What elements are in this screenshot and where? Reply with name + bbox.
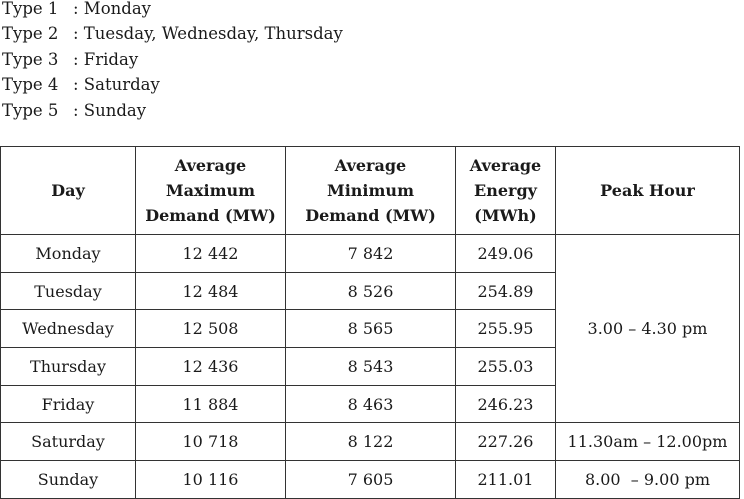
table-row	[1, 235, 740, 273]
cell-max-demand: 12 508	[136, 310, 286, 348]
type-label: Type 4	[2, 75, 59, 95]
type-entry	[2, 47, 343, 72]
cell-min-demand: 8 122	[286, 423, 456, 461]
type-entry	[2, 0, 343, 21]
cell-peak-saturday: 11.30am – 12.00pm	[556, 423, 740, 461]
cell-peak-weekday: 3.00 – 4.30 pm	[556, 235, 740, 423]
cell-energy: 249.06	[456, 235, 556, 273]
header-peak-hour: Peak Hour	[556, 147, 740, 235]
cell-energy: 227.26	[456, 423, 556, 461]
header-energy: Average Energy (MWh)	[456, 147, 556, 235]
cell-min-demand: 8 526	[286, 272, 456, 310]
type-value: : Sunday	[73, 100, 147, 120]
cell-min-demand: 7 842	[286, 235, 456, 273]
type-value: : Tuesday, Wednesday, Thursday	[73, 24, 343, 44]
cell-max-demand: 10 718	[136, 423, 286, 461]
type-entry	[2, 98, 343, 123]
type-label: Type 1	[2, 0, 59, 18]
header-max-demand: Average Maximum Demand (MW)	[136, 147, 286, 235]
type-label: Type 3	[2, 49, 59, 69]
cell-peak-sunday: 8.00 – 9.00 pm	[556, 461, 740, 499]
cell-day: Friday	[1, 385, 136, 423]
cell-energy: 255.95	[456, 310, 556, 348]
cell-min-demand: 8 543	[286, 348, 456, 386]
type-value: : Friday	[73, 49, 139, 69]
cell-day: Thursday	[1, 348, 136, 386]
cell-max-demand: 10 116	[136, 461, 286, 499]
day-type-list	[2, 0, 343, 123]
cell-day: Saturday	[1, 423, 136, 461]
cell-day: Monday	[1, 235, 136, 273]
header-day: Day	[1, 147, 136, 235]
cell-day: Sunday	[1, 461, 136, 499]
cell-min-demand: 7 605	[286, 461, 456, 499]
type-label: Type 5	[2, 100, 59, 120]
cell-max-demand: 12 484	[136, 272, 286, 310]
table-header-row	[1, 147, 740, 235]
demand-table	[0, 146, 740, 499]
cell-max-demand: 12 436	[136, 348, 286, 386]
table-row	[1, 423, 740, 461]
type-value: : Saturday	[73, 75, 160, 95]
cell-day: Wednesday	[1, 310, 136, 348]
type-label: Type 2	[2, 24, 59, 44]
cell-energy: 246.23	[456, 385, 556, 423]
cell-energy: 255.03	[456, 348, 556, 386]
type-entry	[2, 72, 343, 97]
cell-day: Tuesday	[1, 272, 136, 310]
cell-energy: 254.89	[456, 272, 556, 310]
cell-min-demand: 8 463	[286, 385, 456, 423]
type-value: : Monday	[73, 0, 151, 18]
cell-min-demand: 8 565	[286, 310, 456, 348]
type-entry	[2, 21, 343, 46]
cell-max-demand: 12 442	[136, 235, 286, 273]
header-min-demand: Average Minimum Demand (MW)	[286, 147, 456, 235]
table-row	[1, 461, 740, 499]
cell-max-demand: 11 884	[136, 385, 286, 423]
cell-energy: 211.01	[456, 461, 556, 499]
